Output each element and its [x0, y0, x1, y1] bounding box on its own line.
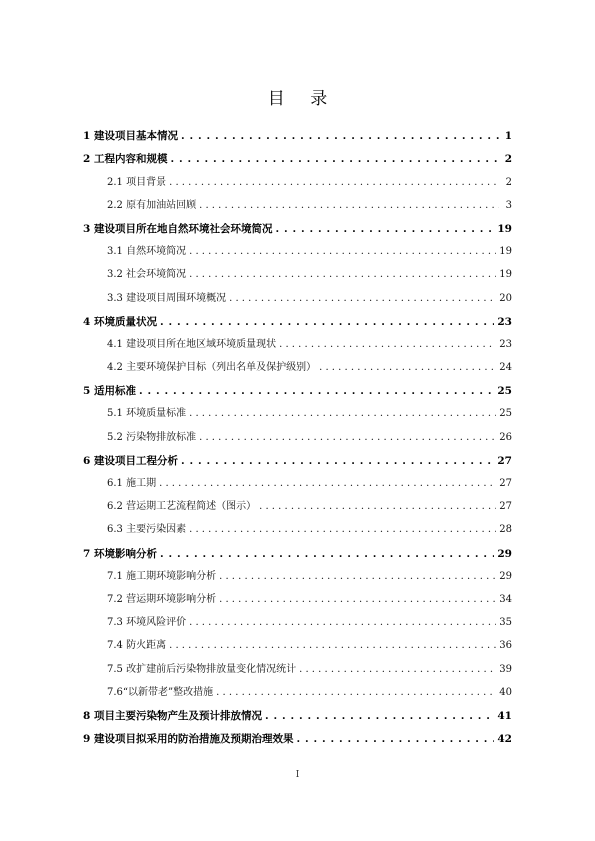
toc-entry-label: 7.6“以新带老”整改措施 [107, 686, 214, 698]
toc-entry-label: 9 建设项目拟采用的防治措施及预期治理效果 [83, 733, 294, 746]
dot-leader [169, 638, 496, 654]
toc-entry-label: 6.1 施工期 [107, 478, 157, 489]
toc-subsection-entry[interactable] [83, 562, 512, 585]
toc-entry-page: 27 [499, 478, 512, 489]
toc-entry-label: 3.1 自然环境简况 [107, 246, 187, 258]
dot-leader [181, 128, 499, 144]
dot-leader [189, 406, 496, 422]
page-number: I [295, 770, 300, 780]
toc-title: 目 录 [267, 89, 338, 109]
toc-entry-label: 7 环境影响分析 [83, 547, 157, 560]
toc-entry-page: 2 [504, 153, 512, 166]
toc-entry-page: 19 [497, 222, 512, 235]
dot-leader [319, 360, 496, 376]
toc-subsection-entry[interactable] [83, 167, 512, 190]
toc-section-entry[interactable] [83, 446, 512, 469]
toc-entry-page: 23 [499, 338, 512, 350]
toc-entry-page: 27 [499, 501, 512, 513]
toc-entry-label: 6.3 主要污染因素 [107, 524, 187, 536]
toc-entry-label: 5.2 污染物排放标准 [107, 431, 197, 443]
dot-leader [199, 430, 496, 446]
dot-leader [189, 615, 496, 631]
toc-entry-page: 23 [497, 315, 512, 328]
toc-entry-label: 3.3 建设项目周围环境概况 [107, 292, 227, 304]
dot-leader [159, 476, 496, 492]
toc-entry-page: 40 [499, 686, 512, 698]
toc-entry-label: 7.3 环境风险评价 [107, 617, 187, 629]
toc-entry-page: 42 [497, 733, 512, 746]
dot-leader [219, 569, 496, 585]
toc-subsection-entry[interactable] [83, 330, 512, 353]
toc-section-entry[interactable] [83, 214, 512, 237]
dot-leader [189, 244, 496, 260]
toc-entry-label: 7.5 改扩建前后污染物排放量变化情况统计 [107, 663, 297, 675]
toc-entry-label: 7.1 施工期环境影响分析 [107, 570, 217, 582]
toc-section-entry[interactable] [83, 144, 512, 167]
toc-entry-page: 19 [499, 246, 512, 258]
toc-subsection-entry[interactable] [83, 422, 512, 445]
toc-entry-page: 26 [499, 431, 512, 443]
dot-leader [199, 198, 499, 214]
toc-entry-label: 6.2 营运期工艺流程简述（图示） [107, 501, 257, 513]
dot-leader [229, 291, 496, 307]
dot-leader [181, 453, 494, 469]
toc-entry-label: 6 建设项目工程分析 [83, 454, 178, 467]
toc-subsection-entry[interactable] [83, 492, 512, 515]
toc-entry-label: 5.1 环境质量标准 [107, 408, 187, 420]
toc-entry-page: 28 [499, 524, 512, 536]
toc-entry-label: 4 环境质量状况 [83, 315, 157, 328]
toc-subsection-entry[interactable] [83, 654, 512, 677]
toc-entry-label: 2.2 原有加油站回顾 [107, 199, 197, 211]
toc-entry-label: 3 建设项目所在地自然环境社会环境简况 [83, 222, 273, 235]
toc-subsection-entry[interactable] [83, 260, 512, 283]
toc-entry-page: 27 [497, 454, 512, 467]
toc-subsection-entry[interactable] [83, 353, 512, 376]
toc-entry-page: 39 [499, 663, 512, 675]
toc-entry-label: 7.4 防火距离 [107, 640, 167, 652]
table-of-contents [83, 121, 512, 747]
toc-section-entry[interactable] [83, 724, 512, 747]
toc-entry-label: 4.1 建设项目所在地区域环境质量现状 [107, 338, 277, 350]
toc-entry-page: 35 [499, 617, 512, 629]
toc-section-entry[interactable] [83, 538, 512, 561]
toc-subsection-entry[interactable] [83, 631, 512, 654]
toc-subsection-entry[interactable] [83, 585, 512, 608]
toc-section-entry[interactable] [83, 376, 512, 399]
toc-entry-page: 41 [497, 709, 512, 722]
toc-entry-page: 29 [499, 570, 512, 582]
toc-entry-label: 2 工程内容和规模 [83, 153, 168, 166]
toc-subsection-entry[interactable] [83, 399, 512, 422]
dot-leader [299, 662, 496, 678]
toc-entry-label: 3.2 社会环境简况 [107, 269, 187, 281]
toc-entry-label: 8 项目主要污染物产生及预计排放情况 [83, 709, 262, 722]
toc-entry-page: 25 [497, 385, 512, 398]
toc-entry-page: 24 [499, 362, 512, 374]
toc-subsection-entry[interactable] [83, 283, 512, 306]
toc-subsection-entry[interactable] [83, 678, 512, 701]
toc-section-entry[interactable] [83, 121, 512, 144]
toc-subsection-entry[interactable] [83, 237, 512, 260]
dot-leader [170, 151, 499, 167]
dot-leader [259, 499, 496, 515]
dot-leader [189, 267, 496, 283]
toc-section-entry[interactable] [83, 307, 512, 330]
toc-entry-label: 5 适用标准 [83, 385, 136, 398]
toc-entry-page: 3 [505, 199, 512, 211]
toc-entry-page: 2 [505, 176, 512, 188]
dot-leader [265, 708, 494, 724]
toc-entry-page: 20 [499, 292, 512, 304]
dot-leader [219, 592, 496, 608]
toc-entry-page: 36 [499, 640, 512, 652]
toc-entry-label: 1 建设项目基本情况 [83, 130, 178, 143]
dot-leader [275, 221, 494, 237]
toc-entry-label: 7.2 营运期环境影响分析 [107, 593, 217, 605]
dot-leader [189, 522, 496, 538]
toc-subsection-entry[interactable] [83, 608, 512, 631]
toc-entry-label: 2.1 项目背景 [107, 176, 167, 188]
toc-entry-label: 4.2 主要环境保护目标（列出名单及保护级别） [107, 362, 317, 374]
dot-leader [139, 383, 494, 399]
dot-leader [169, 175, 499, 191]
toc-entry-page: 29 [497, 547, 512, 560]
dot-leader [160, 314, 494, 330]
dot-leader [216, 685, 496, 701]
toc-entry-page: 25 [499, 408, 512, 420]
dot-leader [296, 731, 494, 747]
toc-subsection-entry[interactable] [83, 515, 512, 538]
toc-entry-page: 1 [504, 130, 512, 143]
dot-leader [279, 337, 496, 353]
toc-subsection-entry[interactable] [83, 469, 512, 492]
toc-entry-page: 34 [499, 593, 512, 605]
dot-leader [160, 546, 494, 562]
toc-subsection-entry[interactable] [83, 191, 512, 214]
toc-entry-page: 19 [499, 269, 512, 281]
toc-section-entry[interactable] [83, 701, 512, 724]
